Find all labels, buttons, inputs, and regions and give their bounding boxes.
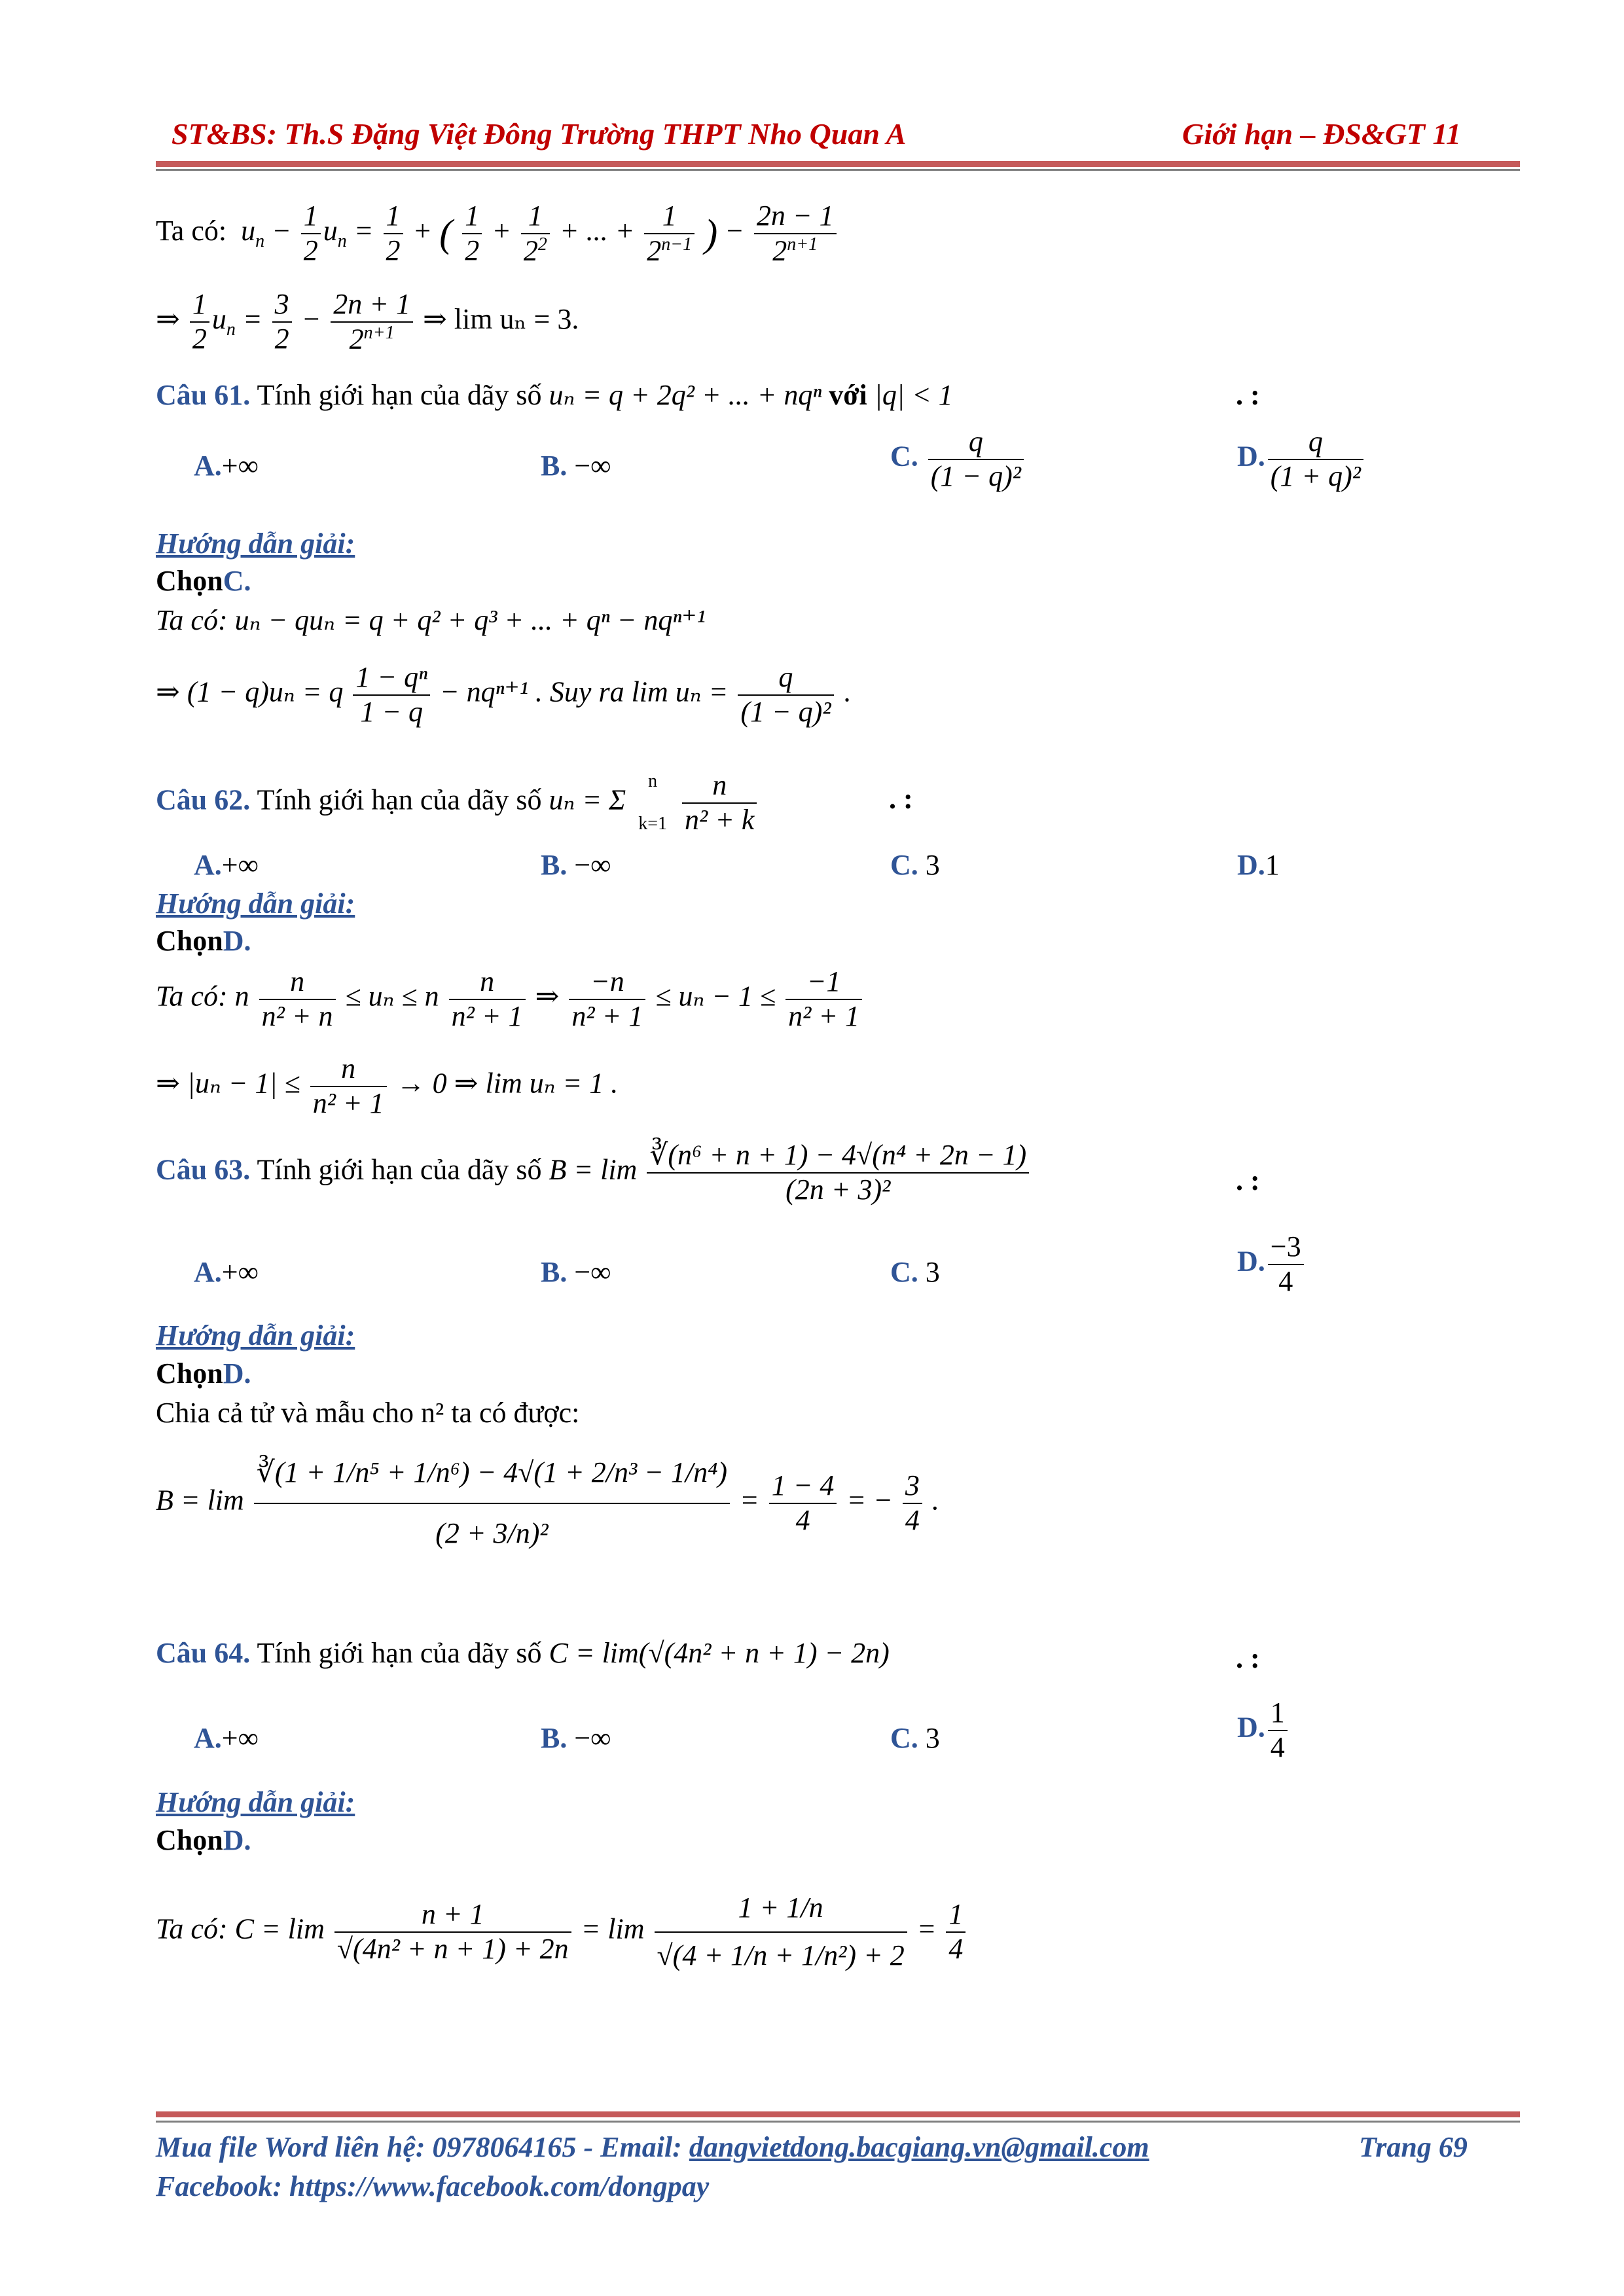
q63-answer: ChọnD. <box>156 1357 251 1390</box>
q61-formula: uₙ = q + 2q² + ... + nqⁿ <box>549 379 822 411</box>
q64-option-b[interactable]: B. −∞ <box>541 1722 611 1754</box>
q61-option-b[interactable]: B. −∞ <box>541 450 611 482</box>
q62-option-c[interactable]: C. 3 <box>890 849 940 881</box>
q61-option-c[interactable]: C. $\frac{q}{\text{(1 − q)²}}$ <box>890 425 1026 493</box>
q61-solution-2: ⇒ (1 − q)uₙ = q $\frac{\text{1 − qⁿ}}{1 - q}$ − nqⁿ⁺¹ . Suy ra lim uₙ = $\frac{q}{\text{(1 − q)²}}$ . <box>156 661 851 728</box>
q61-label: Câu 61. <box>156 379 251 411</box>
q63-option-b[interactable]: B. −∞ <box>541 1256 611 1288</box>
q61-cond: |q| < 1 <box>874 379 953 411</box>
q62-question: Câu 62. Tính giới hạn của dãy số uₙ = Σ n k=1 $\frac{n}{\text{n² + k}}$ <box>156 769 759 836</box>
q61-guide: Hướng dẫn giải: <box>156 528 355 560</box>
q63-solution-1: Chia cả tử và mẫu cho n² ta có được: <box>156 1397 580 1429</box>
q64-solution-1: Ta có: C = lim $\frac{n + 1}{\text{√(4n² + n + 1) + 2n}}$ = lim $\frac{1 + 1/n}{\text{√(4 + 1/n + 1/n²) + 2}}$ = $\frac{1}{4}$ <box>156 1885 968 1979</box>
q62-answer: ChọnD. <box>156 925 251 957</box>
q64-option-d[interactable]: D. $\frac{1}{4}$ <box>1237 1696 1290 1764</box>
q62-solution-2: ⇒ |uₙ − 1| ≤ $\frac{n}{\text{n² + 1}}$ → 0 ⇒ lim uₙ = 1 . <box>156 1052 619 1119</box>
q62-option-d[interactable]: D.1 <box>1237 849 1280 881</box>
footer-facebook[interactable]: Facebook: https://www.facebook.com/dongpay <box>156 2170 710 2202</box>
footer-rule-thin <box>156 2121 1520 2123</box>
header-rule-thick <box>156 161 1520 167</box>
footer-page-number: Trang 69 <box>1359 2131 1468 2163</box>
q63-solution-2: B = lim $\frac{\text{∛(1 + 1/n⁵ + 1/n⁶) − 4√(1 + 2/n³ − 1/n⁴)}}{\text{(2 + 3/n)²}}$ = $\frac{1 - 4}{4}$ = − $\frac{3}{4}$ . <box>156 1443 939 1563</box>
intro-line-1: Ta có: $u_n$ − $\frac{1}{2}$ $u_n$ = $\frac{1}{2}$ + ( $\frac{1}{2}$ + $\frac{1}{2^2}$ + ... + $\frac{1}{2^{n-1}}$ ) − $\frac{2n - 1}{2^{n+1}}$ <box>156 200 839 268</box>
q62-colon: . : <box>889 783 913 815</box>
q62-guide: Hướng dẫn giải: <box>156 888 355 920</box>
q62-option-b[interactable]: B. −∞ <box>541 849 611 881</box>
q64-option-c[interactable]: C. 3 <box>890 1722 940 1754</box>
q62-option-a[interactable]: A.+∞ <box>194 849 259 881</box>
q61-solution-1: Ta có: uₙ − quₙ = q + q² + q³ + ... + qⁿ − nqⁿ⁺¹ <box>156 604 706 636</box>
header-rule-thin <box>156 169 1520 171</box>
q61-option-d[interactable]: D. $\frac{q}{\text{(1 + q)²}}$ <box>1237 425 1366 493</box>
footer-rule-thick <box>156 2111 1520 2117</box>
header-right: Giới hạn – ĐS&GT 11 <box>1182 117 1461 151</box>
q64-colon: . : <box>1236 1642 1260 1674</box>
q64-guide: Hướng dẫn giải: <box>156 1786 355 1818</box>
q64-answer: ChọnD. <box>156 1824 251 1856</box>
q63-option-d[interactable]: D. $\frac{-3}{4}$ <box>1237 1230 1307 1298</box>
q61-option-a[interactable]: A.+∞ <box>194 450 259 482</box>
q64-option-a[interactable]: A.+∞ <box>194 1722 259 1754</box>
q63-guide: Hướng dẫn giải: <box>156 1319 355 1352</box>
q61-cond-word: với <box>829 379 867 411</box>
q61-answer: ChọnC. <box>156 565 251 597</box>
q61-colon: . : <box>1236 379 1260 411</box>
q63-option-a[interactable]: A.+∞ <box>194 1256 259 1288</box>
intro-line-2: ⇒ $\frac{1}{2}$ $u_n$ = $\frac{3}{2}$ − $\frac{2n + 1}{2^{n+1}}$ ⇒ lim uₙ = 3. <box>156 288 579 355</box>
q63-colon: . : <box>1236 1164 1260 1196</box>
header-left: ST&BS: Th.S Đặng Việt Đông Trường THPT Nho Quan A <box>171 117 907 151</box>
q61-text: Tính giới hạn của dãy số <box>257 379 542 411</box>
q62-solution-1: Ta có: n $\frac{n}{\text{n² + n}}$ ≤ uₙ ≤ n $\frac{n}{\text{n² + 1}}$ ⇒ $\frac{-n}{\text{n² + 1}}$ ≤ uₙ − 1 ≤ $\frac{-1}{\text{n² + 1}}$ <box>156 965 865 1033</box>
q61-question <box>156 378 953 412</box>
footer-contact: Mua file Word liên hệ: 0978064165 - Email: dangvietdong.bacgiang.vn@gmail.com <box>156 2131 1149 2163</box>
footer-email-link[interactable]: dangvietdong.bacgiang.vn@gmail.com <box>689 2131 1149 2163</box>
intro-limit: ⇒ lim uₙ = 3. <box>422 303 579 336</box>
q63-question: Câu 63. Tính giới hạn của dãy số B = lim $\frac{\text{∛(n⁶ + n + 1) − 4√(n⁴ + 2n − 1)}}{\text{(2n + 3)²}}$ <box>156 1139 1032 1206</box>
q63-option-c[interactable]: C. 3 <box>890 1256 940 1288</box>
q64-question: Câu 64. Tính giới hạn của dãy số C = lim(√(4n² + n + 1) − 2n) <box>156 1637 890 1669</box>
